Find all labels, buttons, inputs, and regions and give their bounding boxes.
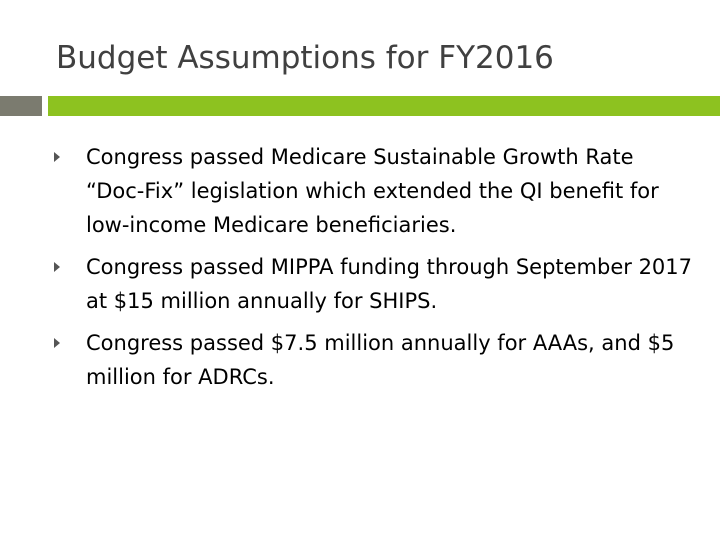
slide-title: Budget Assumptions for FY2016 [56, 40, 554, 76]
title-divider-green-bar [48, 96, 720, 116]
bullet-item [54, 326, 694, 394]
bullet-item [54, 140, 694, 242]
bullet-list [54, 140, 694, 402]
triangle-bullet-icon [54, 152, 60, 162]
triangle-bullet-icon [54, 338, 60, 348]
title-divider-gray-block [0, 96, 42, 116]
bullet-text: Congress passed MIPPA funding through September 2017 at $15 million annually for SHIPS. [86, 255, 693, 313]
bullet-text: Congress passed Medicare Sustainable Growth Rate “Doc-Fix” legislation which extended the QI benefit for low-income Medicare beneficiaries. [86, 145, 659, 237]
bullet-text: Congress passed $7.5 million annually for AAAs, and $5 million for ADRCs. [86, 331, 675, 389]
bullet-item [54, 250, 694, 318]
triangle-bullet-icon [54, 262, 60, 272]
